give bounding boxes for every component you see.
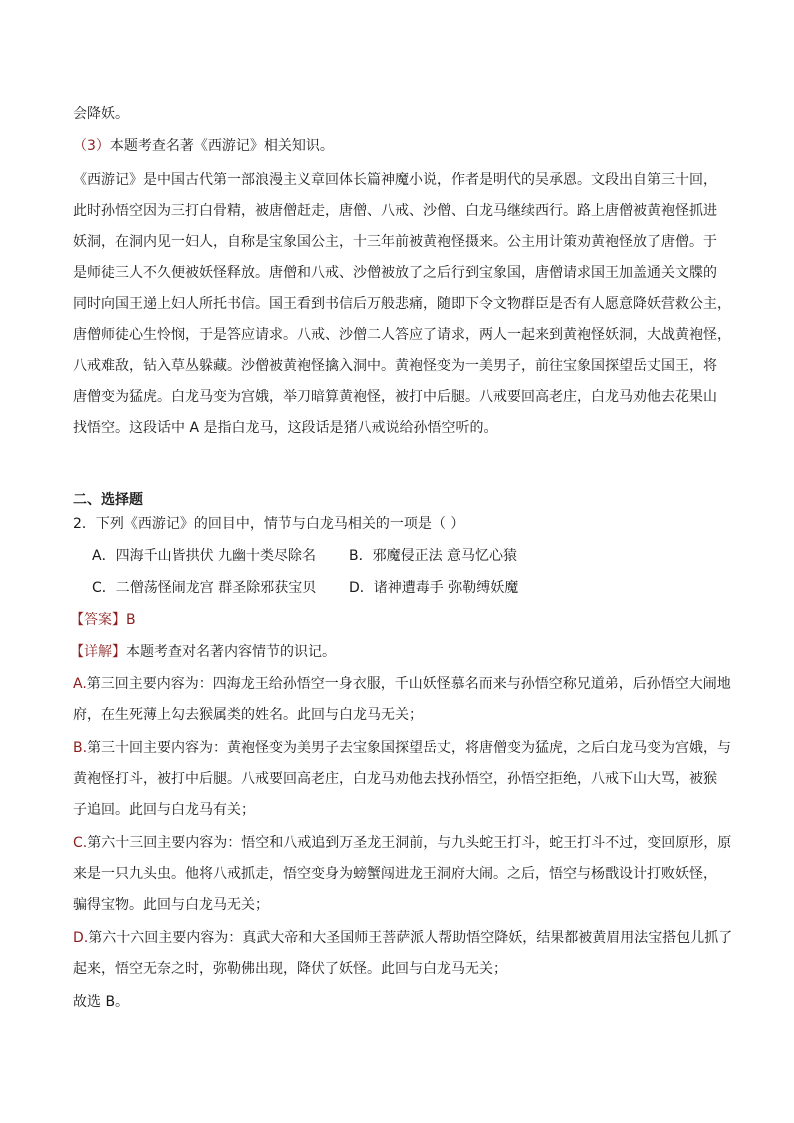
explanation-text: 第三十回主要内容为：黄袍怪变为美男子去宝象国探望岳丈，将唐僧变为猛虎，之后白龙马变为宫娥，与	[87, 740, 732, 756]
paragraph-line: 八戒难敌，钻入草丛躲藏。沙僧被黄袍怪擒入洞中。黄袍怪变为一美男子，前往宝象国探望岳丈国王，将	[73, 358, 717, 374]
explanation-d-prefix: D.	[73, 930, 89, 946]
explanation-line: 府，在生死薄上勾去猴属类的姓名。此回与白龙马无关；	[73, 707, 423, 723]
paragraph-line: 此时孙悟空因为三打白骨精，被唐僧赶走，唐僧、八戒、沙僧、白龙马继续西行。路上唐僧被黄袍怪抓进	[73, 203, 717, 219]
explanation-line: 骗得宝物。此回与白龙马无关；	[73, 897, 269, 913]
explanation-text: 第六十六回主要内容为：真武大帝和大圣国师王菩萨派人帮助悟空降妖，结果都被黄眉用法宝搭包儿抓了	[88, 930, 733, 946]
explanation-text: 第六十三回主要内容为：悟空和八戒追到万圣龙王洞前，与九头蛇王打斗，蛇王打斗不过，变回原形，原	[87, 835, 732, 851]
explanation-text: 第三回主要内容为：四海龙王给孙悟空一身衣服，千山妖怪慕名而来与孙悟空称兄道弟，后孙悟空大闹地	[86, 676, 731, 692]
explanation-line: 来是一只九头虫。他将八戒抓走，悟空变身为螃蟹闯进龙王洞府大闹。之后，悟空与杨戬设计打败妖怪，	[73, 866, 717, 882]
explanation-c-prefix: C.	[73, 835, 88, 851]
paragraph-line: 唐僧师徒心生怜悯，于是答应请求。八戒、沙僧二人答应了请求，两人一起来到黄袍怪妖洞，大战黄袍怪，	[73, 327, 731, 343]
explanation-a-line	[73, 674, 731, 694]
section-title: 二、选择题	[73, 492, 143, 508]
detail-text: 本题考查对名著内容情节的识记。	[126, 644, 336, 660]
option-d: D．诸神遭毒手 弥勒缚妖魔	[349, 580, 519, 596]
text-line: 会降妖。	[73, 106, 129, 122]
part3-label: （3）	[73, 138, 110, 154]
explanation-b-prefix: B.	[73, 740, 88, 756]
part3-text: 本题考查名著《西游记》相关知识。	[109, 138, 334, 154]
explanation-line: 起来，悟空无奈之时，弥勒佛出现，降伏了妖怪。此回与白龙马无关；	[73, 961, 507, 977]
explanation-line: 子追回。此回与白龙马有关；	[73, 802, 255, 818]
option-b: B．邪魔侵正法 意马忆心猿	[349, 548, 518, 564]
paragraph-line: 同时向国王递上妇人所托书信。国王看到书信后万般悲痛，随即下令文物群臣是否有人愿意降妖营救公主，	[73, 296, 731, 312]
conclusion: 故选 B。	[73, 994, 130, 1010]
option-c: C．二僧荡怪闹龙宫 群圣除邪获宝贝	[92, 580, 317, 596]
explanation-d-line	[73, 928, 732, 948]
part3-line	[73, 136, 334, 156]
answer-label: 【答案】B	[70, 612, 136, 628]
explanation-b-line	[73, 738, 731, 758]
paragraph-line: 妖洞，在洞内见一妇人，自称是宝象国公主，十三年前被黄袍怪摄来。公主用计策劝黄袍怪放了唐僧。于	[73, 234, 717, 250]
explanation-a-prefix: A.	[73, 676, 87, 692]
option-a: A．四海千山皆拱伏 九幽十类尽除名	[92, 548, 317, 564]
paragraph-line: 唐僧变为猛虎。白龙马变为宫娥，举刀暗算黄袍怪，被打中后腿。八戒要回高老庄，白龙马劝他去花果山	[73, 389, 717, 405]
explanation-line: 黄袍怪打斗，被打中后腿。八戒要回高老庄，白龙马劝他去找孙悟空，孙悟空拒绝，八戒下山大骂，被猴	[73, 771, 717, 787]
detail-line	[70, 642, 336, 662]
explanation-c-line	[73, 833, 731, 853]
paragraph-line: 《西游记》是中国古代第一部浪漫主义章回体长篇神魔小说，作者是明代的吴承恩。文段出自第三十回，	[73, 172, 717, 188]
paragraph-line: 是师徒三人不久便被妖怪释放。唐僧和八戒、沙僧被放了之后行到宝象国，唐僧请求国王加盖通关文牒的	[73, 265, 717, 281]
question-stem: 2．下列《西游记》的回目中，情节与白龙马相关的一项是（ ）	[73, 516, 465, 532]
paragraph-line: 找悟空。这段话中 A 是指白龙马，这段话是猪八戒说给孙悟空听的。	[73, 420, 498, 436]
detail-label: 【详解】	[70, 644, 126, 660]
